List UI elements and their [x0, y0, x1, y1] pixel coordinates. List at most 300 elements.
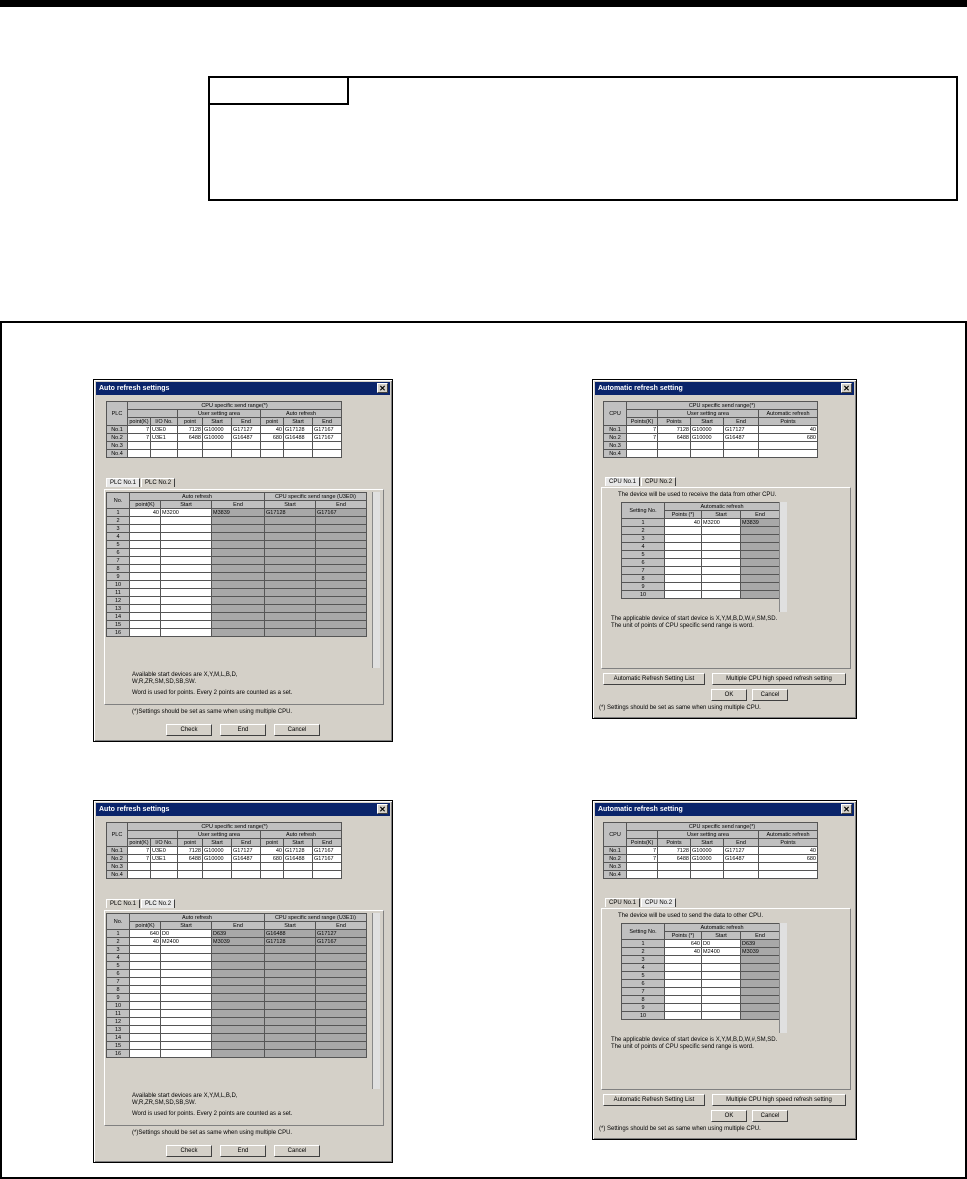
cancel-button[interactable]: Cancel: [274, 724, 320, 736]
table-cell: 7: [627, 847, 658, 855]
device-description: The device will be used to send the data to other CPU.: [618, 913, 764, 919]
table-cell[interactable]: [665, 551, 702, 559]
table-cell[interactable]: [702, 988, 741, 996]
table-cell[interactable]: [161, 1010, 212, 1018]
table-cell[interactable]: [161, 573, 212, 581]
page-top-rule: [0, 0, 967, 7]
table-cell[interactable]: [130, 946, 161, 954]
table-header: Points: [759, 839, 818, 847]
table-cell: [759, 863, 818, 871]
table-cell: [203, 871, 232, 879]
table-cell: 2: [622, 527, 665, 535]
tab-cpu-no-1[interactable]: CPU No.1: [605, 898, 640, 907]
table-cell[interactable]: [130, 517, 161, 525]
table-cell: No.3: [604, 442, 627, 450]
automatic-refresh-setting-dialog-cpu2: [592, 800, 857, 1140]
table-cell: [128, 442, 151, 450]
table-cell: [265, 621, 316, 629]
table-cell: 15: [107, 1042, 130, 1050]
cancel-button[interactable]: Cancel: [752, 1110, 788, 1122]
table-header: End: [316, 501, 367, 509]
table-cell[interactable]: [130, 986, 161, 994]
table-cell: [265, 517, 316, 525]
table-cell: [265, 986, 316, 994]
table-cell[interactable]: [665, 535, 702, 543]
table-cell[interactable]: [161, 1002, 212, 1010]
table-cell: 12: [107, 1018, 130, 1026]
table-cell: [316, 629, 367, 637]
table-header: CPU specific send range(*): [128, 823, 342, 831]
table-row: [622, 1012, 780, 1020]
table-cell[interactable]: [161, 1034, 212, 1042]
table-header: CPU: [604, 402, 627, 426]
table-header: CPU specific send range (U3E1\): [265, 914, 367, 922]
table-row: [604, 434, 818, 442]
table-cell: [232, 450, 261, 458]
table-row: [622, 996, 780, 1004]
table-header: Start: [284, 418, 313, 426]
table-cell: [316, 1050, 367, 1058]
table-header: No.: [107, 493, 130, 509]
table-cell: No.4: [107, 871, 128, 879]
table-cell: [265, 613, 316, 621]
table-cell: [232, 863, 261, 871]
table-cell: [212, 517, 265, 525]
table-cell[interactable]: [130, 978, 161, 986]
table-row: [107, 581, 367, 589]
table-header: PLC: [107, 402, 128, 426]
table-cell: [316, 1042, 367, 1050]
table-cell: 680: [759, 855, 818, 863]
table-cell: [212, 605, 265, 613]
applicable-device-note: The applicable device of start device is X,Y,M,B,D,W,#,SM,SD.: [611, 616, 778, 622]
table-cell: 7: [128, 847, 151, 855]
table-cell: [265, 994, 316, 1002]
table-row: [107, 442, 342, 450]
table-cell: [261, 442, 284, 450]
table-cell[interactable]: [130, 1010, 161, 1018]
table-cell[interactable]: [702, 543, 741, 551]
table-cell: [724, 871, 759, 879]
table-header: Points (*): [665, 932, 702, 940]
table-cell[interactable]: [665, 567, 702, 575]
table-cell: [178, 442, 203, 450]
table-cell[interactable]: D0: [702, 940, 741, 948]
table-cell: [203, 442, 232, 450]
table-cell: G17127: [316, 930, 367, 938]
table-cell: 9: [107, 994, 130, 1002]
table-cell[interactable]: [161, 525, 212, 533]
table-cell[interactable]: [665, 527, 702, 535]
table-cell[interactable]: [161, 557, 212, 565]
table-cell[interactable]: [702, 527, 741, 535]
table-cell[interactable]: [161, 533, 212, 541]
table-cell: G16487: [724, 855, 759, 863]
table-cell[interactable]: 640: [665, 940, 702, 948]
table-cell: 4: [107, 954, 130, 962]
table-cell: G16487: [232, 434, 261, 442]
table-cell[interactable]: 40: [665, 948, 702, 956]
table-cell: [212, 557, 265, 565]
tab-cpu-no-2[interactable]: CPU No.2: [641, 477, 676, 486]
table-cell[interactable]: [161, 978, 212, 986]
table-cell[interactable]: [130, 613, 161, 621]
table-row: [107, 533, 367, 541]
table-cell: 16: [107, 629, 130, 637]
table-cell[interactable]: [702, 972, 741, 980]
table-cell: 1: [107, 930, 130, 938]
table-cell[interactable]: [665, 559, 702, 567]
note-box: [208, 76, 958, 201]
table-cell[interactable]: [161, 970, 212, 978]
table-cell[interactable]: [161, 1050, 212, 1058]
table-header: End: [316, 922, 367, 930]
table-cell[interactable]: [665, 1004, 702, 1012]
table-cell: G10000: [691, 426, 724, 434]
available-devices-note-cont: W,R,ZR,SM,SD,SB,SW.: [132, 1100, 197, 1106]
table-cell: M3839: [741, 519, 780, 527]
table-cell: [691, 442, 724, 450]
table-cell[interactable]: [130, 970, 161, 978]
table-row: [622, 988, 780, 996]
close-icon[interactable]: ✕: [377, 804, 388, 814]
table-cell[interactable]: [130, 581, 161, 589]
table-cell[interactable]: [130, 629, 161, 637]
table-cell[interactable]: [130, 1026, 161, 1034]
table-cell: [627, 442, 658, 450]
table-cell[interactable]: [161, 621, 212, 629]
table-cell[interactable]: 40: [665, 519, 702, 527]
table-cell: [265, 589, 316, 597]
table-row: [107, 557, 367, 565]
close-icon[interactable]: ✕: [841, 804, 852, 814]
table-cell: [212, 533, 265, 541]
automatic-refresh-setting-dialog-cpu1: [592, 379, 857, 719]
table-row: [107, 565, 367, 573]
table-cell: [212, 613, 265, 621]
table-cell: [265, 1034, 316, 1042]
table-cell[interactable]: [665, 964, 702, 972]
table-cell: [212, 954, 265, 962]
tab-plc-no-2[interactable]: PLC No.2: [141, 478, 175, 487]
table-cell[interactable]: [161, 1018, 212, 1026]
tab-cpu-no-2[interactable]: CPU No.2: [641, 898, 676, 907]
tab-plc-no-1[interactable]: PLC No.1: [106, 478, 140, 487]
table-cell[interactable]: [161, 581, 212, 589]
table-cell: [627, 863, 658, 871]
table-cell: [265, 629, 316, 637]
table-cell: [741, 527, 780, 535]
table-cell[interactable]: 40: [130, 509, 161, 517]
table-cell: 9: [107, 573, 130, 581]
table-row: [622, 559, 780, 567]
table-cell: 6: [622, 980, 665, 988]
table-cell: 6488: [178, 855, 203, 863]
table-row: [107, 1034, 367, 1042]
table-cell[interactable]: [130, 573, 161, 581]
table-cell: 8: [107, 565, 130, 573]
table-cell[interactable]: [665, 980, 702, 988]
table-cell: G16487: [232, 855, 261, 863]
table-cell[interactable]: [161, 946, 212, 954]
grid-scrollbar[interactable]: [779, 502, 787, 612]
table-cell[interactable]: [702, 1004, 741, 1012]
table-cell: No.3: [107, 442, 128, 450]
table-cell: [265, 541, 316, 549]
table-row: [107, 871, 342, 879]
ok-button[interactable]: OK: [711, 1110, 747, 1122]
table-cell: [691, 871, 724, 879]
table-row: [622, 1004, 780, 1012]
table-cell[interactable]: [130, 1050, 161, 1058]
table-cell[interactable]: [130, 541, 161, 549]
tab-cpu-no-1[interactable]: CPU No.1: [605, 477, 640, 486]
table-cell[interactable]: [130, 597, 161, 605]
table-header: CPU specific send range(*): [627, 402, 818, 410]
table-cell[interactable]: [161, 597, 212, 605]
table-cell: [261, 450, 284, 458]
table-cell: [316, 525, 367, 533]
table-cell[interactable]: [702, 575, 741, 583]
table-row: [604, 450, 818, 458]
table-cell[interactable]: [130, 565, 161, 573]
table-row: [107, 629, 367, 637]
table-header: Start: [265, 501, 316, 509]
table-cell[interactable]: M2400: [161, 938, 212, 946]
table-cell[interactable]: [665, 956, 702, 964]
table-cell: No.4: [107, 450, 128, 458]
grid-scrollbar[interactable]: [372, 913, 380, 1089]
table-cell: [316, 978, 367, 986]
table-cell[interactable]: [130, 954, 161, 962]
table-cell[interactable]: M3200: [161, 509, 212, 517]
table-cell: [261, 871, 284, 879]
table-header: Points (*): [665, 511, 702, 519]
table-cell[interactable]: [702, 1012, 741, 1020]
table-cell: 6488: [658, 434, 691, 442]
table-cell: U3E1: [151, 434, 178, 442]
table-cell[interactable]: [130, 557, 161, 565]
table-cell[interactable]: [665, 972, 702, 980]
table-cell: 2: [107, 517, 130, 525]
table-cell: [316, 946, 367, 954]
table-cell[interactable]: [702, 996, 741, 1004]
table-cell[interactable]: [702, 956, 741, 964]
table-cell[interactable]: [161, 986, 212, 994]
table-cell: 3: [622, 535, 665, 543]
table-cell: [265, 533, 316, 541]
table-cell[interactable]: [161, 1026, 212, 1034]
table-cell: [741, 583, 780, 591]
table-cell[interactable]: [130, 962, 161, 970]
table-cell: 1: [622, 519, 665, 527]
table-cell[interactable]: [161, 565, 212, 573]
table-cell[interactable]: [161, 589, 212, 597]
table-cell: [741, 591, 780, 599]
table-cell[interactable]: [665, 1012, 702, 1020]
table-cell[interactable]: [665, 583, 702, 591]
table-cell: M3839: [212, 509, 265, 517]
table-row: [107, 1026, 367, 1034]
table-cell: [627, 871, 658, 879]
table-cell[interactable]: [130, 1018, 161, 1026]
table-cell: [658, 871, 691, 879]
close-icon[interactable]: ✕: [841, 383, 852, 393]
tab-plc-no-1[interactable]: PLC No.1: [106, 899, 140, 908]
automatic-refresh-setting-list-button[interactable]: Automatic Refresh Setting List: [603, 1094, 705, 1106]
table-cell: G16488: [284, 855, 313, 863]
table-cell: 10: [622, 591, 665, 599]
grid-scrollbar[interactable]: [372, 492, 380, 668]
table-header: point: [261, 839, 284, 847]
table-header: point: [178, 418, 203, 426]
table-cell[interactable]: [702, 567, 741, 575]
table-cell: 10: [107, 581, 130, 589]
table-cell: [316, 621, 367, 629]
table-cell[interactable]: [161, 541, 212, 549]
table-cell: [232, 871, 261, 879]
table-cell: M3039: [741, 948, 780, 956]
table-cell: 7: [107, 978, 130, 986]
table-cell: U3E1: [151, 855, 178, 863]
table-cell[interactable]: [702, 535, 741, 543]
multiple-cpu-high-speed-refresh-button[interactable]: Multiple CPU high speed refresh setting: [712, 673, 846, 685]
close-icon[interactable]: ✕: [377, 383, 388, 393]
table-row: [604, 871, 818, 879]
table-cell[interactable]: [130, 994, 161, 1002]
table-cell[interactable]: [130, 1002, 161, 1010]
table-cell: G17127: [232, 426, 261, 434]
table-cell[interactable]: [161, 1042, 212, 1050]
table-cell: [741, 535, 780, 543]
table-header: Points: [759, 418, 818, 426]
table-cell[interactable]: [665, 988, 702, 996]
plc-tabs: [106, 478, 176, 488]
table-cell: G17167: [313, 855, 342, 863]
table-cell[interactable]: [665, 996, 702, 1004]
end-button[interactable]: End: [220, 724, 266, 736]
table-cell[interactable]: [130, 549, 161, 557]
automatic-refresh-setting-list-button[interactable]: Automatic Refresh Setting List: [603, 673, 705, 685]
table-cell: 3: [107, 525, 130, 533]
table-row: [107, 946, 367, 954]
table-cell: 7: [627, 426, 658, 434]
table-row: [107, 1018, 367, 1026]
table-row: [107, 450, 342, 458]
table-cell[interactable]: [161, 517, 212, 525]
grid-scrollbar[interactable]: [779, 923, 787, 1033]
dialog-title: Auto refresh settings: [99, 385, 170, 392]
table-cell[interactable]: [130, 525, 161, 533]
table-cell[interactable]: [130, 533, 161, 541]
table-cell[interactable]: [161, 954, 212, 962]
table-cell: 9: [622, 583, 665, 591]
table-cell: [316, 1002, 367, 1010]
table-cell[interactable]: M2400: [702, 948, 741, 956]
table-cell[interactable]: M3200: [702, 519, 741, 527]
table-cell[interactable]: [130, 605, 161, 613]
table-cell[interactable]: [130, 589, 161, 597]
table-cell[interactable]: [702, 964, 741, 972]
end-button[interactable]: End: [220, 1145, 266, 1157]
table-cell: G17127: [724, 426, 759, 434]
table-cell[interactable]: [665, 591, 702, 599]
table-cell: [741, 575, 780, 583]
table-cell[interactable]: [130, 1034, 161, 1042]
table-header: Points(K): [627, 418, 658, 426]
table-cell[interactable]: [702, 980, 741, 988]
table-cell: [627, 450, 658, 458]
table-cell: G17167: [313, 426, 342, 434]
table-cell: [128, 450, 151, 458]
table-cell: [212, 525, 265, 533]
table-cell: G17167: [316, 509, 367, 517]
table-cell: G17167: [313, 847, 342, 855]
table-header: User setting area: [178, 410, 261, 418]
table-cell[interactable]: [161, 994, 212, 1002]
table-cell: 6: [622, 559, 665, 567]
table-cell: 680: [261, 434, 284, 442]
table-header: [128, 410, 178, 418]
table-cell[interactable]: [161, 629, 212, 637]
table-cell[interactable]: [161, 613, 212, 621]
table-cell: G17127: [232, 847, 261, 855]
table-cell[interactable]: [665, 575, 702, 583]
table-cell: [741, 551, 780, 559]
table-cell: [265, 978, 316, 986]
table-cell[interactable]: 40: [130, 938, 161, 946]
table-cell: [203, 450, 232, 458]
table-cell: [316, 557, 367, 565]
word-points-note: Word is used for points. Every 2 points are counted as a set.: [132, 1111, 293, 1117]
table-cell: No.3: [604, 863, 627, 871]
table-cell: [265, 565, 316, 573]
cpu-send-range-table: [106, 822, 342, 879]
table-cell[interactable]: [665, 543, 702, 551]
check-button[interactable]: Check: [166, 1145, 212, 1157]
table-header: End: [313, 839, 342, 847]
table-cell[interactable]: [130, 621, 161, 629]
cancel-button[interactable]: Cancel: [274, 1145, 320, 1157]
cancel-button[interactable]: Cancel: [752, 689, 788, 701]
table-cell: [316, 1026, 367, 1034]
applicable-device-note: The applicable device of start device is X,Y,M,B,D,W,#,SM,SD.: [611, 1037, 778, 1043]
table-cell[interactable]: [161, 549, 212, 557]
table-cell[interactable]: [702, 551, 741, 559]
table-cell[interactable]: [702, 591, 741, 599]
table-cell: [316, 533, 367, 541]
table-cell: 1: [107, 509, 130, 517]
check-button[interactable]: Check: [166, 724, 212, 736]
table-cell[interactable]: [702, 559, 741, 567]
ok-button[interactable]: OK: [711, 689, 747, 701]
table-row: [622, 940, 780, 948]
table-cell: [741, 1012, 780, 1020]
multiple-cpu-high-speed-refresh-button[interactable]: Multiple CPU high speed refresh setting: [712, 1094, 846, 1106]
table-cell: [741, 980, 780, 988]
table-cell[interactable]: D0: [161, 930, 212, 938]
table-cell[interactable]: [130, 1042, 161, 1050]
tab-plc-no-2[interactable]: PLC No.2: [141, 899, 175, 908]
table-row: [107, 930, 367, 938]
table-cell: [316, 970, 367, 978]
table-cell[interactable]: [161, 605, 212, 613]
table-cell: [316, 1034, 367, 1042]
table-cell[interactable]: [702, 583, 741, 591]
table-row: [622, 583, 780, 591]
table-cell[interactable]: 640: [130, 930, 161, 938]
table-cell[interactable]: [161, 962, 212, 970]
